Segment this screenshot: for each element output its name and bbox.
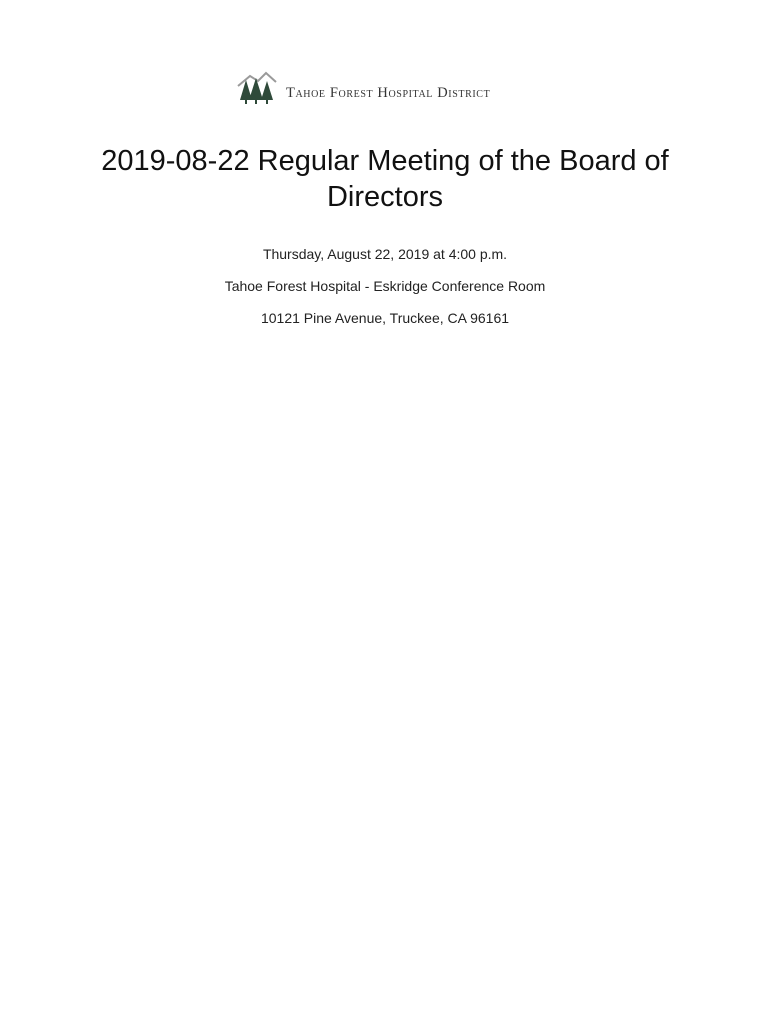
meeting-location: Tahoe Forest Hospital - Eskridge Conference Room <box>224 278 546 294</box>
organization-logo <box>236 70 490 108</box>
meeting-date-time: Thursday, August 22, 2019 at 4:00 p.m. <box>262 246 508 262</box>
meeting-address: 10121 Pine Avenue, Truckee, CA 96161 <box>260 310 510 326</box>
page-title: 2019-08-22 Regular Meeting of the Board of Directors <box>101 145 669 213</box>
pine-trees-mountain-icon <box>236 70 280 108</box>
organization-name: Tahoe Forest Hospital District <box>286 84 491 101</box>
